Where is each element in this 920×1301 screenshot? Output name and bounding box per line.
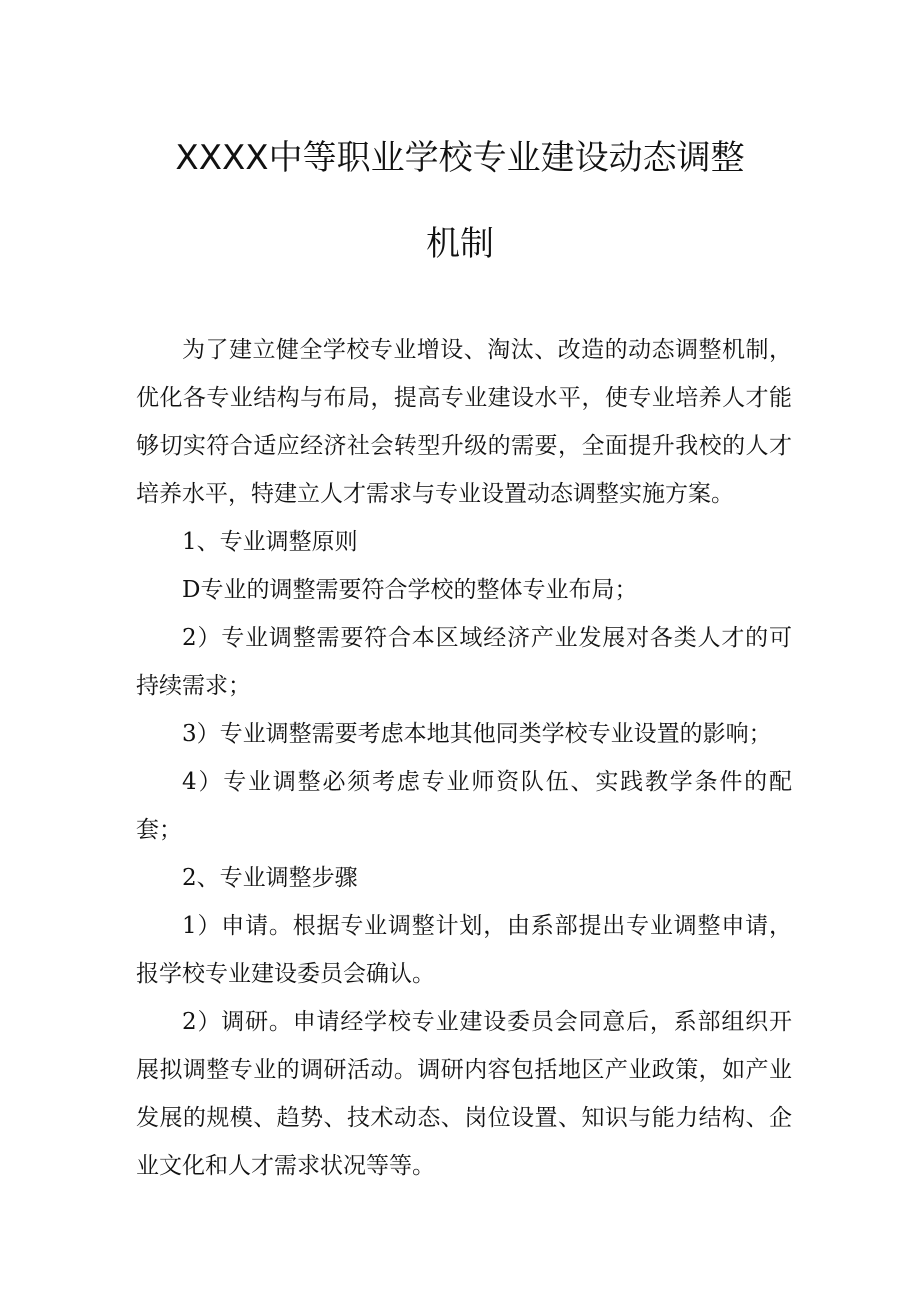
document-title-line-2: 机制 <box>426 224 494 264</box>
document-body <box>136 326 792 1190</box>
step-item-1: 1）申请。根据专业调整计划，由系部提出专业调整申请，报学校专业建设委员会确认。 <box>136 913 792 987</box>
principle-item-4: 4）专业调整必须考虑专业师资队伍、实践教学条件的配套； <box>136 769 792 843</box>
principle-item-1: D专业的调整需要符合学校的整体专业布局； <box>182 577 638 603</box>
heading-adjustment-principles: 1、专业调整原则 <box>182 529 358 555</box>
principle-item-3: 3）专业调整需要考虑本地其他同类学校专业设置的影响； <box>182 721 772 747</box>
paragraph-intro: 为了建立健全学校专业增设、淘汰、改造的动态调整机制，优化各专业结构与布局，提高专业建设水平，使专业培养人才能够切实符合适应经济社会转型升级的需要，全面提升我校的人才培养水平，特建立人才需求与专业设置动态调整实施方案。 <box>136 337 792 507</box>
step-item-2: 2）调研。申请经学校专业建设委员会同意后，系部组织开展拟调整专业的调研活动。调研内容包括地区产业政策，如产业发展的规模、趋势、技术动态、岗位设置、知识与能力结构、企业文化和人才需求状况等等。 <box>136 1009 792 1179</box>
document-title-line-1: XXXX中等职业学校专业建设动态调整 <box>175 138 745 178</box>
principle-item-2: 2）专业调整需要符合本区域经济产业发展对各类人才的可持续需求； <box>136 625 792 699</box>
heading-adjustment-steps: 2、专业调整步骤 <box>182 865 358 891</box>
